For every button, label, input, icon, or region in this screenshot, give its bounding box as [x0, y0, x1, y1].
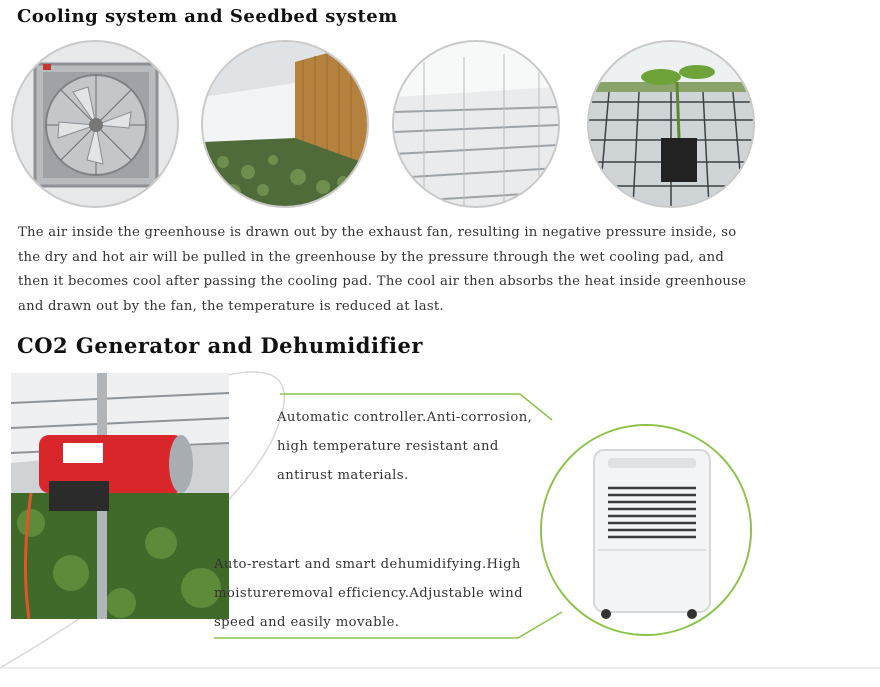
co2-generator-image [11, 373, 229, 619]
dehumidifier-feature-text: Auto-restart and smart dehumidifying.High moistureremoval efficiency.Adjustable wind speed and easily movable. [214, 557, 523, 630]
co2-dehumidifier-heading: CO2 Generator and Dehumidifier [17, 333, 423, 358]
cooling-pad-image [201, 40, 369, 208]
cooling-seedbed-heading: Cooling system and Seedbed system [17, 6, 398, 27]
co2-feature-text: Automatic controller.Anti-corrosion, high temperature resistant and antirust materials. [277, 410, 533, 483]
seedbed-frame-image [392, 40, 560, 208]
cooling-description: The air inside the greenhouse is drawn out by the exhaust fan, resulting in negative pressure inside, so the dry and hot air will be pulled in the greenhouse by the pressure through the wet cooling pad, and then it becomes cool after passing the cooling pad. The cool air then absorbs the heat inside greenhouse and drawn out by the fan, the temperature is reduced at last. [18, 225, 747, 314]
seedling-tray-image [587, 40, 755, 208]
dehumidifier-image [540, 424, 752, 636]
exhaust-fan-image [11, 40, 179, 208]
